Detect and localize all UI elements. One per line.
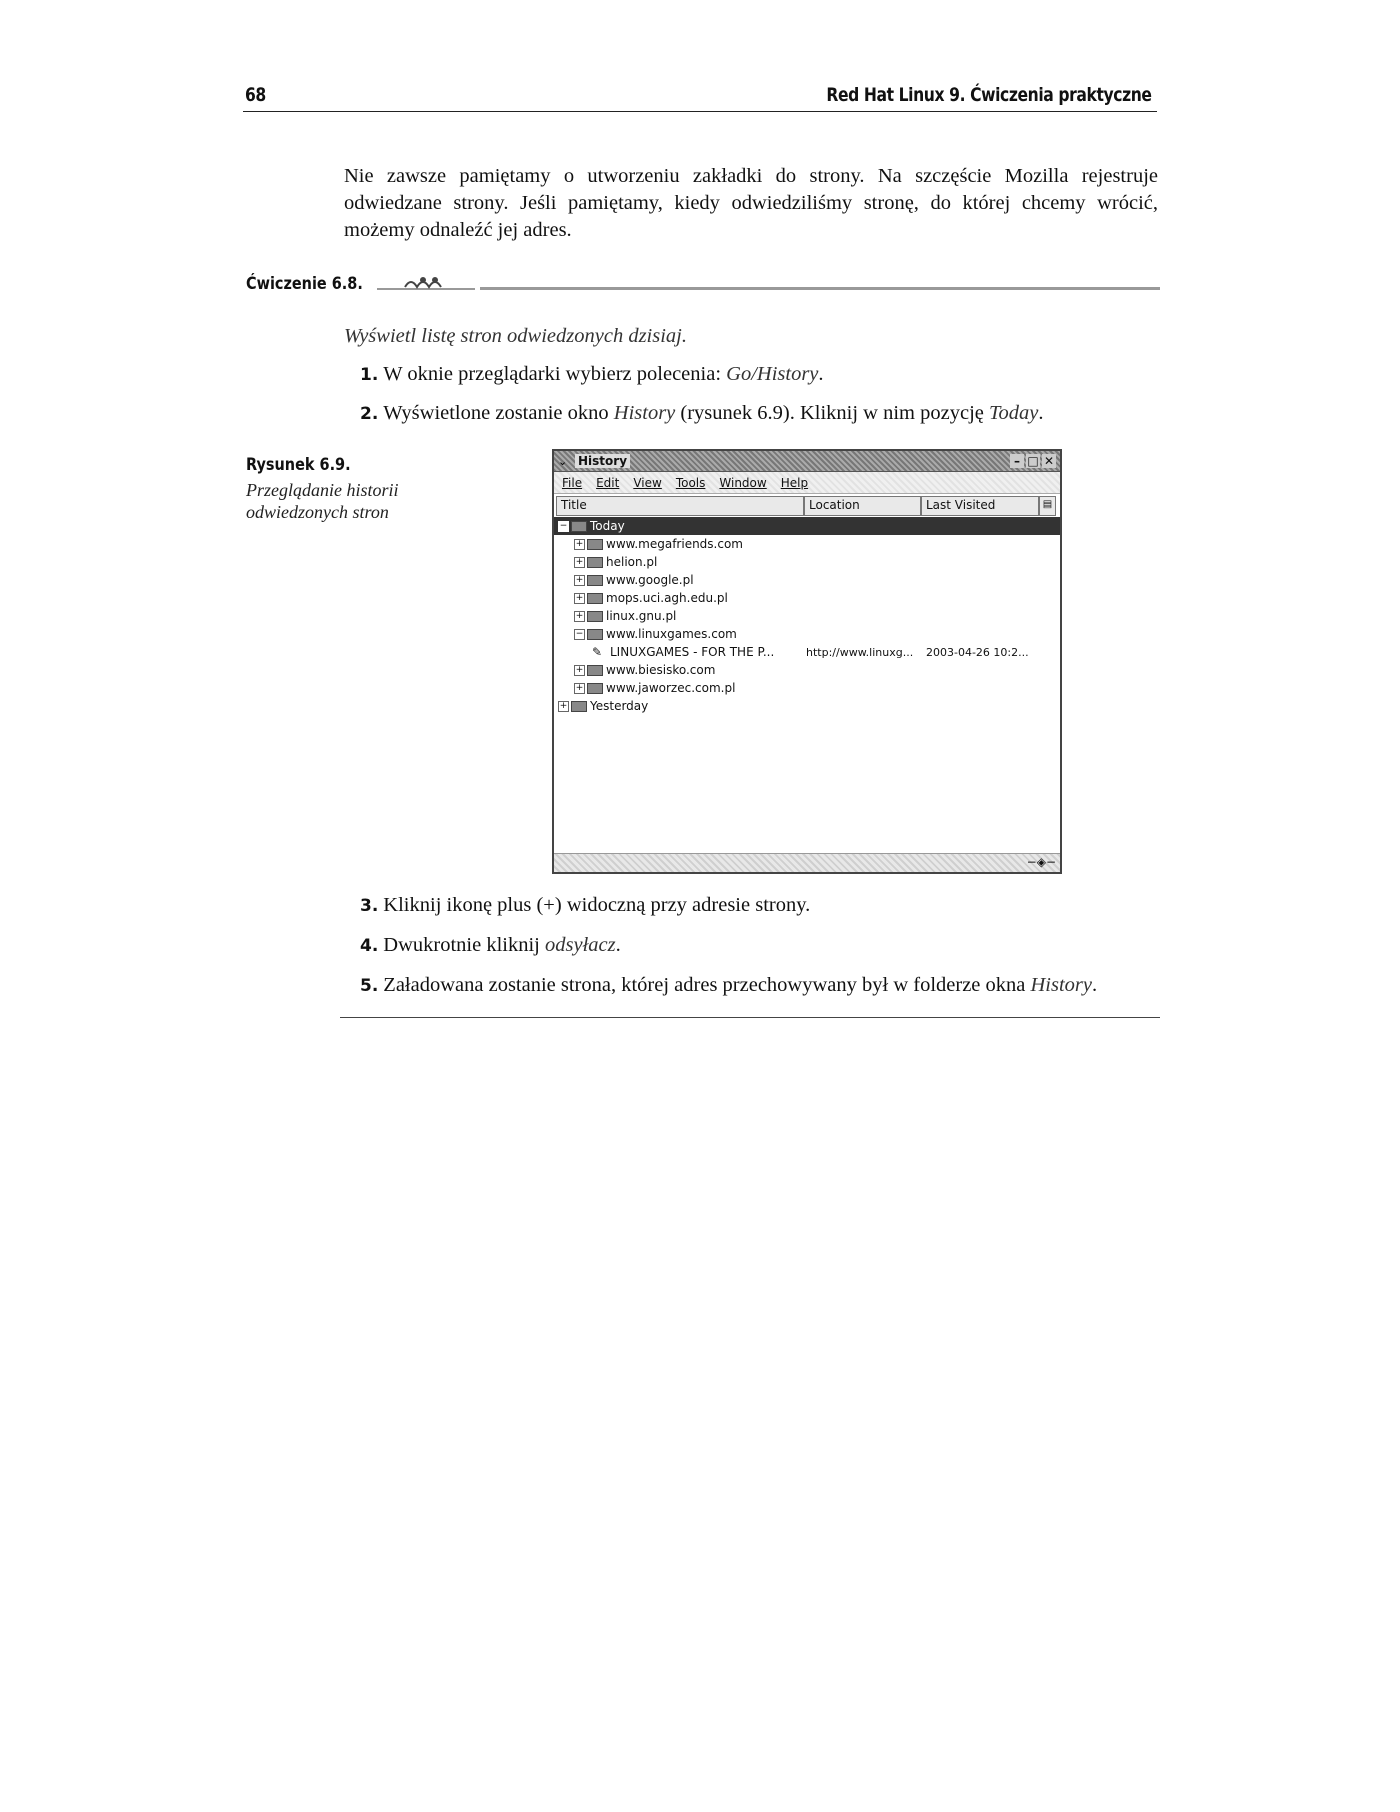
column-title[interactable]: Title	[556, 496, 804, 516]
connection-icon: −◈−	[1026, 855, 1056, 869]
step-2	[360, 402, 1044, 425]
tree-row-site[interactable]	[554, 589, 1060, 607]
tree-row-site[interactable]	[554, 625, 1060, 643]
folder-icon	[587, 593, 603, 604]
step-number: 3.	[360, 896, 379, 916]
step-text: Kliknij ikonę plus (+) widoczną przy adresie strony.	[383, 894, 811, 916]
step-emphasis: History	[1030, 974, 1092, 996]
folder-icon	[571, 521, 587, 532]
exercise-label: Ćwiczenie 6.8.	[246, 274, 363, 294]
step-text: Wyświetlone zostanie okno	[383, 402, 614, 424]
tree-label: Yesterday	[590, 699, 649, 713]
window-menu-icon[interactable]: ⌄	[558, 454, 568, 468]
running-header-title: Red Hat Linux 9. Ćwiczenia praktyczne	[826, 84, 1152, 106]
step-5	[360, 974, 1097, 997]
tree-row-site[interactable]	[554, 571, 1060, 589]
intro-paragraph: Nie zawsze pamiętamy o utworzeniu zakładki do strony. Na szczęście Mozilla rejestruje odwiedzane strony. Jeśli pamiętamy, kiedy odwiedziliśmy stronę, do której chcemy wrócić, możemy odnaleźć jej adres.	[344, 165, 1158, 241]
folder-icon	[587, 575, 603, 586]
folder-icon	[587, 665, 603, 676]
column-picker-icon[interactable]: ▤	[1039, 496, 1056, 516]
step-tail: .	[818, 363, 824, 385]
menu-bar	[554, 472, 1060, 494]
status-bar	[554, 853, 1060, 872]
collapse-icon[interactable]: −	[559, 520, 568, 531]
history-window	[552, 449, 1062, 874]
page-number: 68	[245, 84, 266, 106]
step-number: 5.	[360, 976, 379, 996]
expand-icon[interactable]: +	[559, 700, 568, 711]
step-text: Załadowana zostanie strona, której adres przechowywany był w folderze okna	[383, 974, 1031, 996]
tree-label: helion.pl	[606, 555, 658, 569]
expand-icon[interactable]: +	[575, 664, 584, 675]
exercise-divider	[480, 287, 1160, 290]
tree-row-site[interactable]	[554, 553, 1060, 571]
tree-label: linux.gnu.pl	[606, 609, 677, 623]
entry-last-visited: 2003-04-26 10:2...	[926, 645, 1029, 659]
exercise-task: Wyświetl listę stron odwiedzonych dzisiaj.	[344, 325, 687, 347]
close-icon[interactable]: ✕	[1043, 454, 1055, 468]
history-tree	[554, 516, 1060, 715]
tree-row-site[interactable]	[554, 535, 1060, 553]
folder-icon	[587, 629, 603, 640]
expand-icon[interactable]: +	[575, 682, 584, 693]
ornament-icon	[375, 270, 479, 294]
menu-view[interactable]: View	[633, 475, 662, 490]
step-text: Dwukrotnie kliknij	[383, 934, 546, 956]
window-title: History	[575, 454, 630, 468]
tree-row-yesterday[interactable]	[554, 697, 1060, 715]
header-divider	[243, 111, 1157, 112]
figure-caption: Przeglądanie historii odwiedzonych stron	[246, 480, 399, 522]
window-titlebar[interactable]	[554, 451, 1060, 472]
maximize-icon[interactable]: □	[1027, 454, 1039, 468]
tree-label: www.google.pl	[606, 573, 694, 587]
menu-window[interactable]: Window	[719, 475, 767, 490]
entry-location: http://www.linuxg...	[806, 645, 914, 659]
tree-row-site[interactable]	[554, 679, 1060, 697]
collapse-icon[interactable]: −	[575, 628, 584, 639]
step-emphasis: History	[613, 402, 676, 424]
tree-row-site[interactable]	[554, 607, 1060, 625]
column-location[interactable]: Location	[804, 496, 921, 516]
step-emphasis: odsyłacz	[545, 934, 616, 956]
step-tail: .	[1092, 974, 1098, 996]
step-1	[360, 363, 824, 386]
column-header	[556, 496, 1058, 516]
tree-label: www.jaworzec.com.pl	[606, 681, 736, 695]
minimize-icon[interactable]: –	[1010, 454, 1024, 468]
step-emphasis: Go/History	[726, 363, 819, 385]
tree-row-today[interactable]	[554, 517, 1060, 535]
tree-label: Today	[590, 519, 625, 533]
step-text: W oknie przeglądarki wybierz polecenia:	[383, 363, 727, 385]
step-number: 1.	[360, 365, 379, 385]
folder-icon	[587, 683, 603, 694]
step-emphasis-2: Today	[989, 402, 1039, 424]
folder-icon	[587, 557, 603, 568]
tree-row-page[interactable]	[554, 643, 1060, 661]
folder-icon	[587, 611, 603, 622]
tree-label: www.biesisko.com	[606, 663, 716, 677]
tree-label: mops.uci.agh.edu.pl	[606, 591, 728, 605]
folder-icon	[587, 539, 603, 550]
figure-label: Rysunek 6.9.	[246, 455, 351, 475]
bookmark-link-icon: ✎	[592, 645, 603, 659]
expand-icon[interactable]: +	[575, 574, 584, 585]
menu-edit[interactable]: Edit	[596, 475, 620, 490]
folder-icon	[571, 701, 587, 712]
exercise-end-divider	[340, 1017, 1160, 1018]
expand-icon[interactable]: +	[575, 610, 584, 621]
step-number: 2.	[360, 404, 379, 424]
expand-icon[interactable]: +	[575, 556, 584, 567]
tree-row-site[interactable]	[554, 661, 1060, 679]
step-tail: (rysunek 6.9). Kliknij w nim pozycję	[675, 402, 989, 424]
step-3	[360, 894, 810, 917]
step-tail-2: .	[1038, 402, 1044, 424]
column-last-visited[interactable]: Last Visited	[921, 496, 1039, 516]
tree-label: www.linuxgames.com	[606, 627, 737, 641]
expand-icon[interactable]: +	[575, 592, 584, 603]
menu-help[interactable]: Help	[780, 475, 809, 490]
step-4	[360, 934, 621, 957]
step-tail: .	[615, 934, 621, 956]
expand-icon[interactable]: +	[575, 538, 584, 549]
step-number: 4.	[360, 936, 379, 956]
entry-title: LINUXGAMES - FOR THE P...	[610, 645, 775, 659]
menu-tools[interactable]: Tools	[675, 475, 706, 490]
menu-file[interactable]: File	[562, 475, 583, 490]
tree-label: www.megafriends.com	[606, 537, 743, 551]
